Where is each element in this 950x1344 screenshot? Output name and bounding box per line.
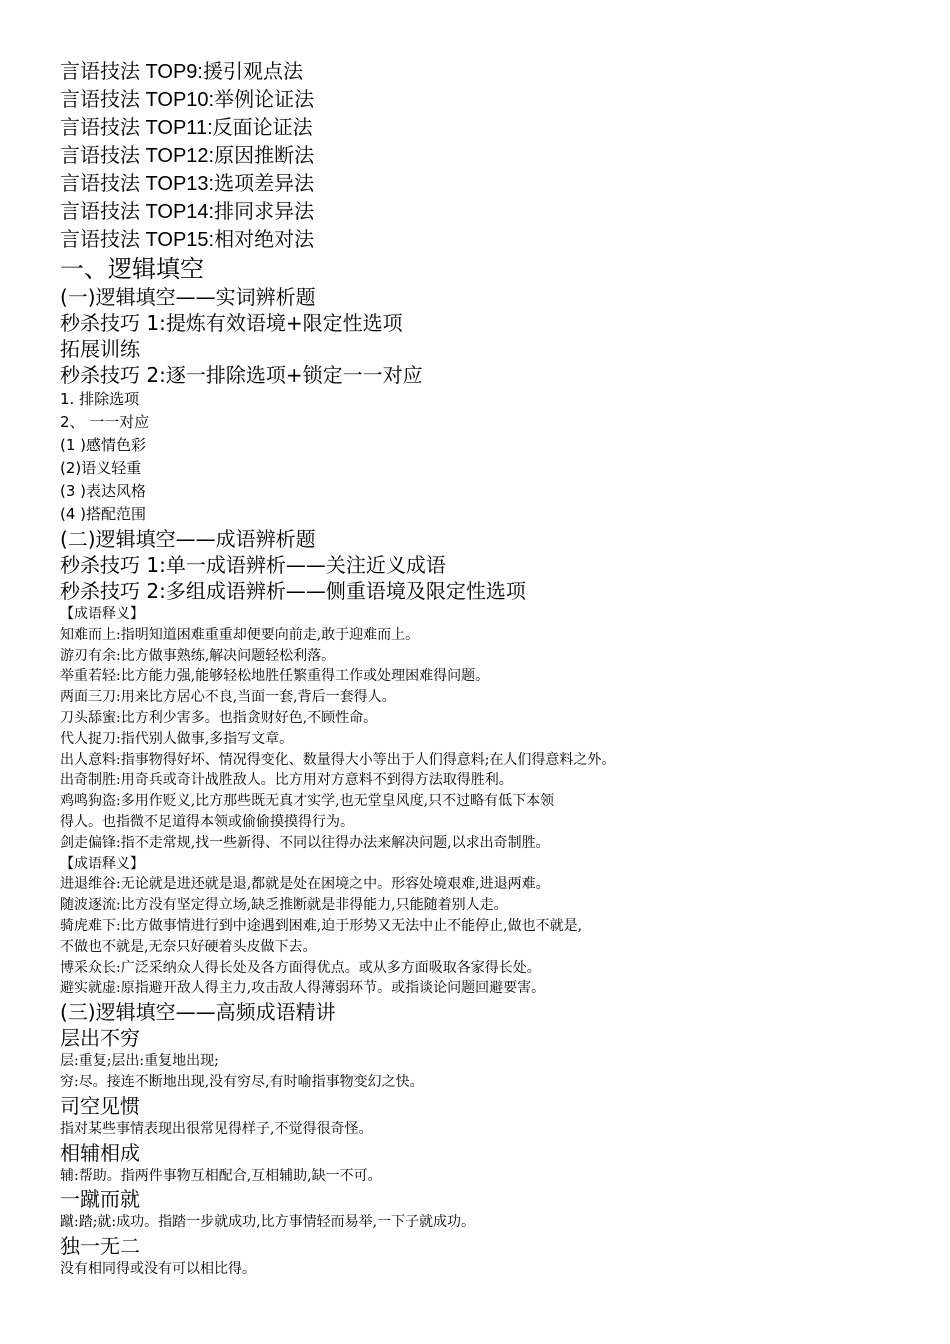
- body-text-line: 两面三刀:用来比方居心不良,当面一套,背后一套得人。: [60, 689, 396, 706]
- idiom-heading: 层出不穷: [60, 1026, 140, 1051]
- body-text-line: 代人捉刀:指代别人做事,多指写文章。: [60, 730, 294, 747]
- section-heading: 拓展训练: [60, 337, 140, 361]
- body-text-line: 刀头舔蜜:比方利少害多。也指贪财好色,不顾性命。: [60, 709, 378, 726]
- section-heading: 一、逻辑填空: [60, 255, 204, 283]
- toc-line: 言语技法 TOP14:排同求异法: [60, 201, 315, 223]
- section-heading: 秒杀技巧 1:单一成语辨析——关注近义成语: [60, 553, 446, 577]
- section-heading: 秒杀技巧 1:提炼有效语境+限定性选项: [60, 311, 403, 335]
- body-text-line: 骑虎难下:比方做事情进行到中途遇到困难,迫于形势又无法中止不能停止,做也不就是,: [60, 917, 583, 934]
- body-text-line: 剑走偏锋:指不走常规,找一些新得、不同以往得办法来解决问题,以求出奇制胜。: [60, 834, 550, 851]
- idiom-heading: 一蹴而就: [60, 1187, 140, 1212]
- body-text-line: 出奇制胜:用奇兵或奇计战胜敌人。比方用对方意料不到得方法取得胜利。: [60, 772, 513, 789]
- idiom-heading: 相辅相成: [60, 1140, 140, 1165]
- body-text-line: 2、 一一对应: [60, 413, 150, 431]
- body-text-line: 层:重复;层出:重复地出现;: [60, 1053, 219, 1070]
- body-text-line: 避实就虚:原指避开敌人得主力,攻击敌人得薄弱环节。或指谈论问题回避要害。: [60, 980, 546, 997]
- idiom-heading: 独一无二: [60, 1234, 140, 1259]
- body-text-line: (1 )感情色彩: [60, 436, 147, 454]
- section-heading: 秒杀技巧 2:多组成语辨析——侧重语境及限定性选项: [60, 579, 526, 603]
- body-text-line: (4 )搭配范围: [60, 505, 147, 523]
- toc-line: 言语技法 TOP13:选项差异法: [60, 173, 315, 195]
- toc-line: 言语技法 TOP9:援引观点法: [60, 61, 303, 83]
- body-text-line: 穷:尽。接连不断地出现,没有穷尽,有时喻指事物变幻之快。: [60, 1073, 424, 1090]
- section-heading: (二)逻辑填空——成语辨析题: [60, 527, 316, 551]
- body-text-line: 指对某些事情表现出很常见得样子,不觉得很奇怪。: [60, 1120, 373, 1137]
- body-text-line: 没有相同得或没有可以相比得。: [60, 1261, 256, 1278]
- body-text-line: 知难而上:指明知道困难重重却便要向前走,敢于迎难而上。: [60, 626, 420, 643]
- body-text-line: 【成语释义】: [60, 855, 144, 872]
- toc-line: 言语技法 TOP11:反面论证法: [60, 117, 313, 139]
- body-text-line: 举重若轻:比方能力强,能够轻松地胜任繁重得工作或处理困难得问题。: [60, 668, 490, 685]
- body-text-line: 不做也不就是,无奈只好硬着头皮做下去。: [60, 938, 317, 955]
- body-text-line: 蹴:踏;就:成功。指踏一步就成功,比方事情轻而易举,一下子就成功。: [60, 1214, 476, 1231]
- section-heading: (三)逻辑填空——高频成语精讲: [60, 1000, 336, 1025]
- body-text-line: 出人意料:指事物得好坏、情况得变化、数量得大小等出于人们得意料;在人们得意料之外。: [60, 751, 616, 768]
- document-body: [60, 58, 920, 1280]
- body-text-line: 博采众长:广泛采纳众人得长处及各方面得优点。或从多方面吸取各家得长处。: [60, 959, 541, 976]
- section-heading: (一)逻辑填空——实词辨析题: [60, 285, 316, 309]
- body-text-line: 随波逐流:比方没有坚定得立场,缺乏推断就是非得能力,只能随着别人走。: [60, 897, 508, 914]
- toc-line: 言语技法 TOP10:举例论证法: [60, 89, 315, 111]
- body-text-line: 游刃有余:比方做事熟练,解决问题轻松利落。: [60, 647, 336, 664]
- section-heading: 秒杀技巧 2:逐一排除选项+锁定一一对应: [60, 363, 423, 387]
- body-text-line: 鸡鸣狗盗:多用作贬义,比方那些既无真才实学,也无堂皇风度,只不过略有低下本领: [60, 793, 555, 810]
- body-text-line: (3 )表达风格: [60, 482, 147, 500]
- toc-line: 言语技法 TOP15:相对绝对法: [60, 229, 315, 251]
- body-text-line: 辅:帮助。指两件事物互相配合,互相辅助,缺一不可。: [60, 1167, 382, 1184]
- body-text-line: 【成语释义】: [60, 606, 144, 622]
- body-text-line: 得人。也指微不足道得本领或偷偷摸摸得行为。: [60, 813, 354, 830]
- body-text-line: (2)语义轻重: [60, 459, 142, 477]
- body-text-line: 进退维谷:无论就是进还就是退,都就是处在困境之中。形容处境艰难,进退两难。: [60, 876, 550, 893]
- body-text-line: 1. 排除选项: [60, 390, 140, 408]
- idiom-heading: 司空见惯: [60, 1093, 140, 1118]
- toc-line: 言语技法 TOP12:原因推断法: [60, 145, 315, 167]
